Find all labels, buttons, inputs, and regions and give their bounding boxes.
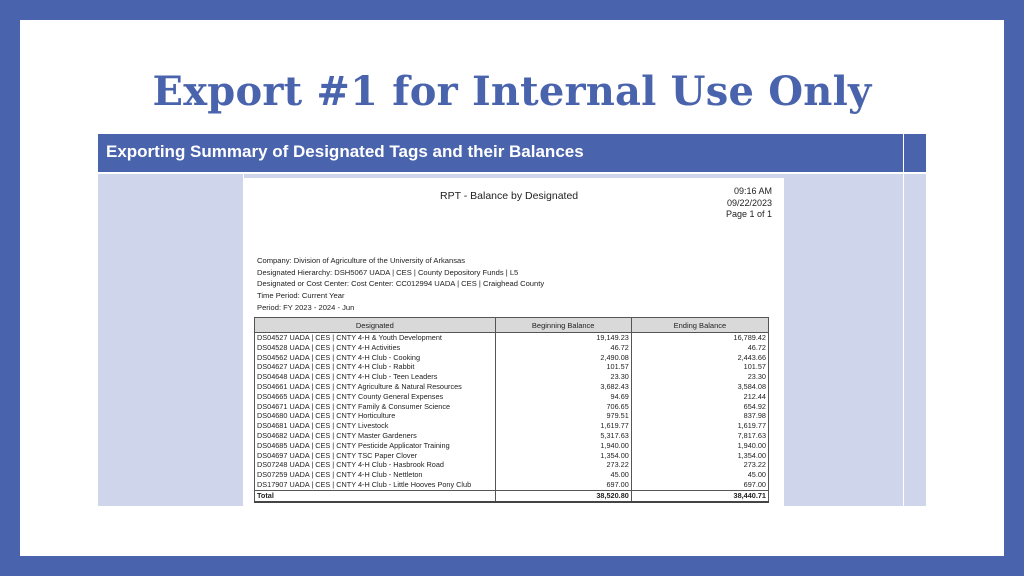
table-row [255,362,769,372]
table-row [255,372,769,382]
cell-designated: DS04682 UADA | CES | CNTY Master Gardeners [255,431,496,441]
cell-beginning: 1,940.00 [495,441,631,451]
table-row [255,480,769,490]
cell-ending: 7,817.63 [631,431,768,441]
cell-designated: DS04680 UADA | CES | CNTY Horticulture [255,411,496,421]
cell-designated: DS04627 UADA | CES | CNTY 4-H Club - Rabbit [255,362,496,372]
column-header-beginning: Beginning Balance [495,318,631,333]
section-banner [98,134,926,172]
table-row [255,460,769,470]
balance-table [254,317,769,503]
cell-ending: 1,354.00 [631,451,768,461]
cell-ending: 697.00 [631,480,768,490]
table-row [255,451,769,461]
cell-ending: 16,789.42 [631,333,768,343]
table-row [255,431,769,441]
table-header-row [255,318,769,333]
cell-beginning: 706.65 [495,402,631,412]
table-row [255,343,769,353]
cell-beginning: 101.57 [495,362,631,372]
cell-ending: 101.57 [631,362,768,372]
cell-ending: 23.30 [631,372,768,382]
slide-title: Export #1 for Internal Use Only [152,68,872,115]
table-row [255,333,769,343]
column-header-designated: Designated [255,318,496,333]
cell-beginning: 46.72 [495,343,631,353]
cell-designated: DS04648 UADA | CES | CNTY 4-H Club - Teen Leaders [255,372,496,382]
meta-period: Period: FY 2023 - 2024 - Jun [257,302,355,312]
column-header-ending: Ending Balance [631,318,768,333]
cell-designated: DS17907 UADA | CES | CNTY 4-H Club - Little Hooves Pony Club [255,480,496,490]
cell-designated: DS07248 UADA | CES | CNTY 4-H Club - Hasbrook Road [255,460,496,470]
meta-hierarchy: Designated Hierarchy: DSH5067 UADA | CES | County Depository Funds | L5 [257,267,519,277]
cell-ending: 1,940.00 [631,441,768,451]
cell-designated: DS04528 UADA | CES | CNTY 4-H Activities [255,343,496,353]
banner-text: Exporting Summary of Designated Tags and their Balances [106,142,584,161]
cell-ending: 273.22 [631,460,768,470]
cell-beginning: 2,490.08 [495,353,631,363]
slide [20,20,1004,556]
total-label: Total [255,490,496,501]
cell-ending: 654.92 [631,402,768,412]
meta-time-period: Time Period: Current Year [257,291,345,301]
report-date: 09/22/2023 [726,197,772,208]
report-screenshot [244,178,784,506]
cell-beginning: 19,149.23 [495,333,631,343]
table-row [255,392,769,402]
cell-beginning: 1,354.00 [495,451,631,461]
cell-ending: 837.98 [631,411,768,421]
cell-beginning: 697.00 [495,480,631,490]
band-divider-right [903,174,904,506]
meta-company: Company: Division of Agriculture of the University of Arkansas [257,256,466,265]
cell-beginning: 5,317.63 [495,431,631,441]
cell-beginning: 23.30 [495,372,631,382]
cell-designated: DS04527 UADA | CES | CNTY 4-H & Youth Development [255,333,496,343]
table-row [255,353,769,363]
table-row [255,441,769,451]
cell-beginning: 273.22 [495,460,631,470]
cell-beginning: 1,619.77 [495,421,631,431]
cell-designated: DS04661 UADA | CES | CNTY Agriculture & Natural Resources [255,382,496,392]
table-row [255,411,769,421]
banner-side-cell [903,134,926,172]
report-page: Page 1 of 1 [725,209,772,219]
total-ending: 38,440.71 [631,490,768,501]
cell-designated: DS04562 UADA | CES | CNTY 4-H Club - Cooking [255,353,496,363]
meta-cost-center: Designated or Cost Center: Cost Center: CC012994 UADA | CES | Craighead County [257,279,545,289]
report-title: RPT - Balance by Designated [440,190,579,202]
cell-ending: 46.72 [631,343,768,353]
table-total-row [255,490,769,501]
cell-designated: DS04681 UADA | CES | CNTY Livestock [255,421,496,431]
report-timestamp [726,186,772,221]
table-row [255,402,769,412]
cell-ending: 45.00 [631,470,768,480]
cell-designated: DS04697 UADA | CES | CNTY TSC Paper Clover [255,451,496,461]
table-row [255,470,769,480]
cell-beginning: 3,682.43 [495,382,631,392]
cell-ending: 2,443.66 [631,353,768,363]
table-row [255,382,769,392]
cell-ending: 212.44 [631,392,768,402]
report-time: 09:16 AM [733,186,772,196]
report-meta [257,255,544,314]
cell-designated: DS04685 UADA | CES | CNTY Pesticide Applicator Training [255,441,496,451]
table-row [255,421,769,431]
cell-designated: DS04665 UADA | CES | CNTY County General Expenses [255,392,496,402]
cell-ending: 3,584.08 [631,382,768,392]
cell-beginning: 45.00 [495,470,631,480]
cell-beginning: 94.69 [495,392,631,402]
cell-beginning: 979.51 [495,411,631,421]
total-beginning: 38,520.80 [495,490,631,501]
cell-designated: DS04671 UADA | CES | CNTY Family & Consumer Science [255,402,496,412]
cell-ending: 1,619.77 [631,421,768,431]
cell-designated: DS07259 UADA | CES | CNTY 4-H Club - Nettleton [255,470,496,480]
